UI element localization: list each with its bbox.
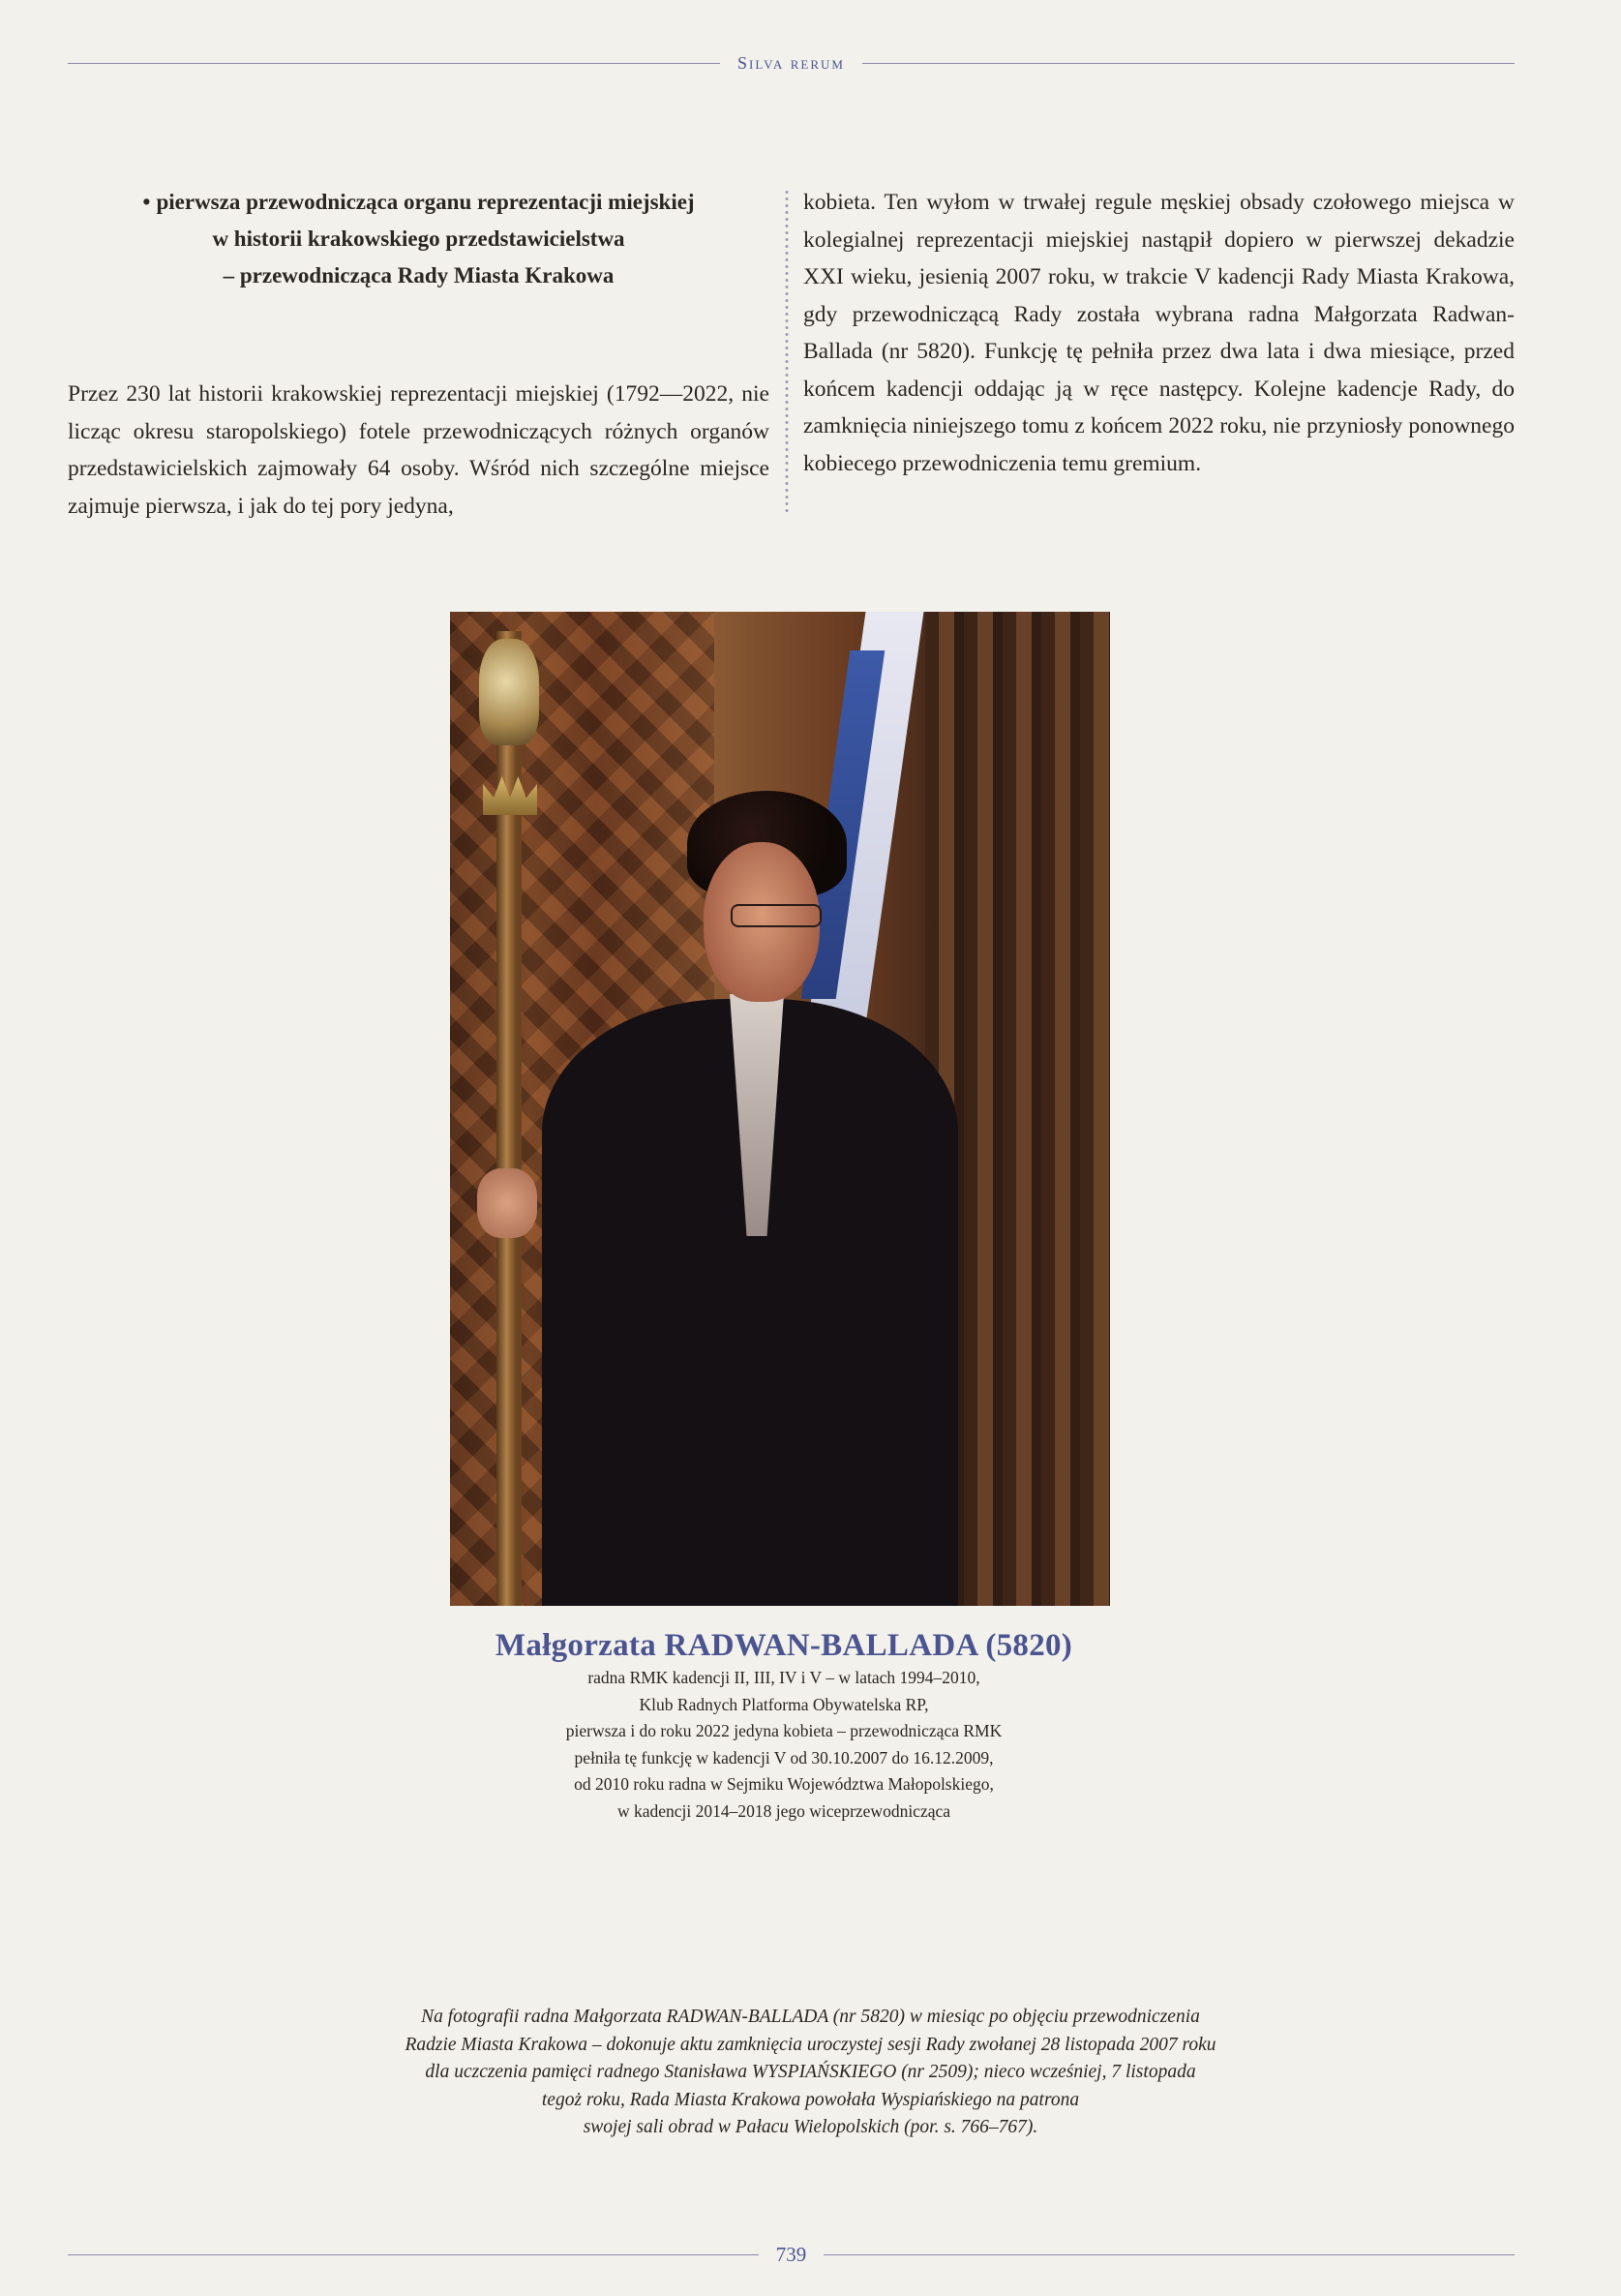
bullet-icon: • [142, 190, 151, 214]
bullet-heading [68, 184, 769, 294]
column-divider [784, 189, 790, 516]
photo-note [290, 2004, 1331, 2142]
page-number: 739 [775, 2242, 807, 2266]
bullet-heading-line-3: – przewodnicząca Rady Miasta Krakowa [223, 263, 615, 287]
running-header [68, 50, 1515, 76]
header-rule-left [68, 63, 720, 64]
photo-caption [406, 1626, 1161, 1825]
note-line: dla uczczenia pamięci radnego Stanisława WYSPIAŃSKIEGO (nr 2509); nieco wcześniej, 7 listopada [425, 2062, 1196, 2082]
note-line: Radzie Miasta Krakowa – dokonuje aktu zamknięcia uroczystej sesji Rady zwołanej 28 listopada 2007 roku [405, 2034, 1216, 2055]
running-title: Silva rerum [737, 52, 845, 73]
note-line: Na fotografii radna Małgorzata RADWAN-BALLADA (nr 5820) w miesiąc po objęciu przewodniczenia [421, 2007, 1200, 2027]
caption-line: radna RMK kadencji II, III, IV i V – w latach 1994–2010, [587, 1668, 980, 1687]
caption-line: pierwsza i do roku 2022 jedyna kobieta – przewodnicząca RMK [565, 1721, 1003, 1740]
header-rule-right [862, 63, 1515, 64]
person-hand [477, 1168, 537, 1238]
left-paragraph: Przez 230 lat historii krakowskiej reprezentacji miejskiej (1792––2022, nie licząc okresu staropolskiego) fotele przewodniczących różnych organów przedstawicielskich zajmowały 64 osoby. Wśród nich szczególne miejsce zajmuje pierwsza, i jak do tej pory jedyna, [68, 381, 769, 519]
footer-rule-right [824, 2254, 1515, 2255]
footer-rule-left [68, 2254, 759, 2255]
left-column [68, 184, 769, 525]
glasses [731, 904, 822, 927]
bullet-heading-line-1: • pierwsza przewodnicząca organu reprezentacji miejskiej [142, 190, 695, 214]
caption-line: od 2010 roku radna w Sejmiku Województwa Małopolskiego, [574, 1774, 994, 1794]
mace-head [479, 639, 539, 745]
caption-line: pełniła tę funkcję w kadencji V od 30.10.2007 do 16.12.2009, [574, 1747, 994, 1767]
right-column [803, 184, 1515, 482]
page-footer [68, 2242, 1515, 2267]
note-line: tegoż roku, Rada Miasta Krakowa powołała Wyspiańskiego na patrona [541, 2089, 1080, 2110]
bullet-heading-line-2: w historii krakowskiego przedstawicielstwa [212, 227, 625, 251]
caption-line: w kadencji 2014–2018 jego wiceprzewodnicząca [616, 1800, 951, 1821]
right-paragraph: kobieta. Ten wyłom w trwałej regule męskiej obsady czołowego miejsca w kolegialnej reprezentacji miejskiej nastąpił dopiero w pierwszej dekadzie XXI wieku, jesienią 2007 roku, w trakcie V kadencji Rady Miasta Krakowa, gdy przewodniczącą Rady została wybrana radna Małgorzata Radwan-Ballada (nr 5820). Funkcję tę pełniła przez dwa lata i dwa miesiące, przed końcem kadencji oddając ją w ręce następcy. Kolejne kadencje Rady, do zamknięcia niniejszego tomu z końcem 2022 roku, nie przyniosły ponownego kobiecego przewodniczenia temu gremium. [803, 190, 1515, 476]
portrait-photo [450, 612, 1110, 1606]
caption-line: Klub Radnych Platforma Obywatelska RP, [639, 1694, 929, 1714]
note-line: swojej sali obrad w Pałacu Wielopolskich (por. s. 766–767). [583, 2117, 1038, 2137]
caption-name: Małgorzata RADWAN-BALLADA (5820) [495, 1628, 1073, 1663]
